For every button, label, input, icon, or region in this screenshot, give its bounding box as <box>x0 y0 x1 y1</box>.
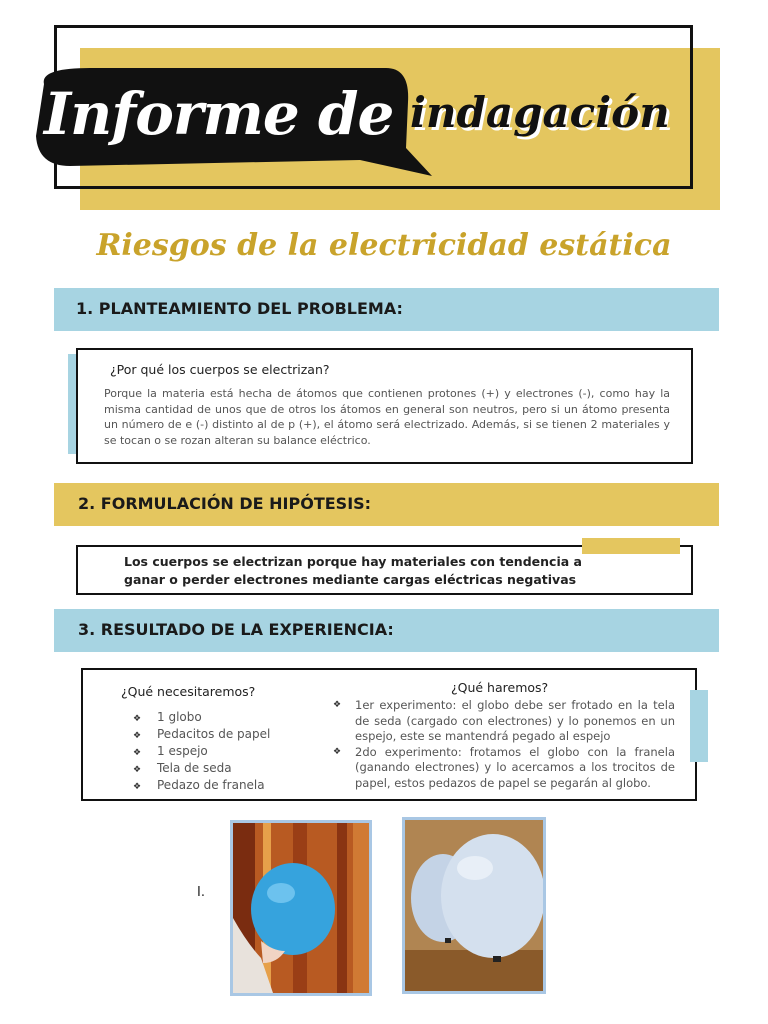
procedure-list <box>329 698 675 791</box>
materials-title: ¿Qué necesitaremos? <box>121 684 256 699</box>
list-item: ❖ Pedacitos de papel <box>133 727 270 744</box>
section-bar-hypothesis <box>54 483 719 526</box>
results-box <box>81 668 697 801</box>
decor-blue-strip <box>690 690 708 762</box>
section-label-hypothesis: 2. FORMULACIÓN DE HIPÓTESIS: <box>78 494 372 513</box>
balloon-mirror-illustration <box>233 823 369 993</box>
list-item: ❖ Pedazo de franela <box>133 778 270 795</box>
page-subtitle: Riesgos de la electricidad estática <box>96 228 672 263</box>
hypothesis-text: Los cuerpos se electrizan porque hay materiales con tendencia a ganar o perder electrones mediante cargas eléctricas negativas <box>124 554 582 587</box>
photo-balloon-paper <box>402 817 546 994</box>
list-item: ❖ 1 espejo <box>133 744 270 761</box>
list-item: ❖ 2do experimento: frotamos el globo con la franela (ganando electrones) y lo acercamos a los trocitos de papel, estos pedazos de papel se pegarán al globo. <box>333 744 675 790</box>
bullet-diamond-icon: ❖ <box>133 782 142 792</box>
bullet-diamond-icon: ❖ <box>133 714 142 724</box>
list-item: ❖ 1 globo <box>133 710 270 727</box>
materials-list <box>133 710 270 795</box>
problem-box <box>76 348 693 464</box>
problem-answer: Porque la materia está hecha de átomos que contienen protones (+) y electrones (-), como hay la misma cantidad de unos que de otros los átomos en general son neutros, pero si un átomo presenta un número de e (-) distinto al de p (+), el átomo será electrizado. Además, si se tienen 2 materiales y se tocan o se rozan alteran su balance eléctrico. <box>104 387 670 447</box>
section-label-results: 3. RESULTADO DE LA EXPERIENCIA: <box>78 620 394 639</box>
procedure-title: ¿Qué haremos? <box>451 680 549 695</box>
section-bar-results <box>54 609 719 652</box>
photo-label: I. <box>197 885 205 900</box>
bullet-diamond-icon: ❖ <box>333 700 342 710</box>
problem-question: ¿Por qué los cuerpos se electrizan? <box>110 362 330 377</box>
bullet-diamond-icon: ❖ <box>133 765 142 775</box>
section-bar-problem <box>54 288 719 331</box>
section-label-problem: 1. PLANTEAMIENTO DEL PROBLEMA: <box>76 299 403 318</box>
bullet-diamond-icon: ❖ <box>133 731 142 741</box>
bullet-diamond-icon: ❖ <box>333 746 342 757</box>
balloon-paper-illustration <box>405 820 543 991</box>
list-item: ❖ 1er experimento: el globo debe ser frotado en la tela de seda (cargado con electrones) y lo ponemos en un espejo, este se mantendrá pegado al espejo <box>333 698 675 743</box>
decor-yellow-strip <box>582 538 680 554</box>
header-title-part1: Informe de <box>44 80 394 148</box>
photo-balloon-mirror <box>230 820 372 996</box>
header-title-part2: indagación <box>410 88 670 137</box>
bullet-diamond-icon: ❖ <box>133 748 142 758</box>
list-item: ❖ Tela de seda <box>133 761 270 778</box>
